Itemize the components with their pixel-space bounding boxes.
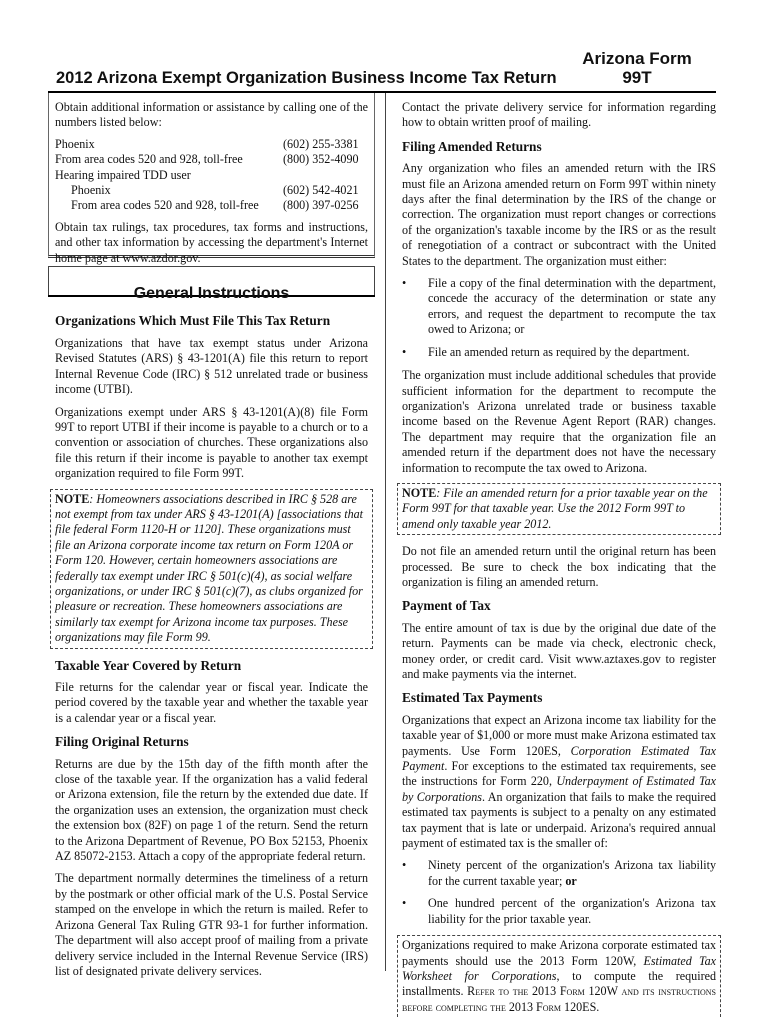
paragraph: Do not file an amended return until the original return has been processed. Be sure to check the box indicating that the organization is filing an amended return. <box>402 544 716 589</box>
list-item: • File an amended return as required by the department. <box>402 345 716 360</box>
section-heading: Filing Amended Returns <box>402 138 542 154</box>
info-intro: Obtain additional information or assistance by calling one of the numbers listed below: <box>55 100 368 130</box>
section-heading: Organizations Which Must File This Tax Return <box>55 313 331 329</box>
phone-number <box>283 168 368 183</box>
text-run-smallcaps: Refer to the 2013 Form 120W and its instructions before completing the 2013 Form 120ES. <box>402 984 716 1014</box>
paragraph: Organizations that have tax exempt status under Arizona Revised Statutes (ARS) § 43-1201(A) file this return to report Internal Revenue Code (IRC) § 512 unrelated trade or business income (UTBI). <box>55 335 368 397</box>
form-title-italic: Underpayment of Estimated Tax by Corporations <box>402 774 716 804</box>
paragraph: Any organization who files an amended return with the IRS must file an Arizona amended return on Form 99T within ninety days after the final determination by the IRS of the change or correction. The organization must report changes or corrections of the organization's taxable income by the IRS or as the result of renegotiation of a contract or subcontract with the United States to the department. The organization must either: <box>402 161 716 268</box>
phone-list <box>55 137 368 214</box>
note-label: NOTE <box>55 491 90 506</box>
section-heading: Payment of Tax <box>402 598 491 614</box>
paragraph: The entire amount of tax is due by the original due date of the return. Payments can be made via check, electronic check, money order, or credit card. Visit www.aztaxes.gov to register and make payments via the internet. <box>402 620 716 681</box>
form-title-italic: Estimated Tax Worksheet for Corporations <box>402 953 716 983</box>
phone-row <box>55 183 368 198</box>
phone-label: Phoenix <box>71 183 111 198</box>
form-state-label: Arizona Form <box>582 49 692 68</box>
phone-number: (602) 542-4021 <box>283 183 359 198</box>
form-title-italic: Corporation Estimated Tax Payment <box>402 743 716 774</box>
text-run: , to compute the required installments. <box>402 968 717 999</box>
note-box <box>50 489 373 649</box>
note-text: : File an amended return for a prior taxable year on the Form 99T for that taxable year. Use the 2012 Form 99T to amend only taxable year 2012. <box>402 485 708 531</box>
phone-label: Hearing impaired TDD user <box>55 167 191 182</box>
phone-label: From area codes 520 and 928, toll-free <box>55 152 243 167</box>
paragraph: Contact the private delivery service for information regarding how to obtain written proof of mailing. <box>402 100 716 130</box>
phone-row <box>55 137 368 152</box>
phone-number: (800) 352-4090 <box>283 152 359 167</box>
note-box <box>397 483 721 535</box>
text-run-bold: or <box>565 873 577 888</box>
paragraph <box>402 713 716 852</box>
phone-label: From area codes 520 and 928, toll-free <box>71 198 259 213</box>
section-heading: Estimated Tax Payments <box>402 690 543 706</box>
gi-box-left <box>48 266 49 296</box>
text-run: Ninety percent of the organization's Arizona tax liability for the current taxable year; <box>428 858 716 888</box>
paragraph <box>402 938 716 1015</box>
paragraph: The organization must include additional schedules that provide sufficient information for the department to recompute the organization's Arizona unrelated trade or business taxable income based on the Revenue Agent Report (RAR) changes. The department may require that the organization file an amended return if the department does not have the necessary information to recompute the tax owed to Arizona. <box>402 368 716 475</box>
phone-number: (602) 255-3381 <box>283 136 359 151</box>
bullet-list <box>402 858 716 927</box>
section-heading: Filing Original Returns <box>55 734 189 750</box>
info-outro: Obtain tax rulings, tax procedures, tax forms and instructions, and other tax information by accessing the department's Internet home page at www.azdor.gov. <box>55 219 368 265</box>
column-divider <box>385 93 386 971</box>
list-item <box>402 858 716 889</box>
text-run: . For exceptions to the estimated tax requirements, see the instructions for Form 220, <box>402 759 716 789</box>
right-column <box>402 100 716 1026</box>
paragraph: Organizations exempt under ARS § 43-1201(A)(8) file Form 99T to report UTBI if their income is payable to a church or to a convention or association of churches. These organizations also file this return if their income is payable to another tax exempt organization required to file Form 99T. <box>55 404 368 481</box>
paragraph: Returns are due by the 15th day of the fifth month after the close of the taxable year. If the organization has a valid federal or Arizona extension, file the return by the extended due date. If the organization uses an extension, the organization must check the extension box (82F) on page 1 of the return. Send the return to the Arizona Department of Revenue, PO Box 52153, Phoenix AZ 85072-2153. Attach a copy of the appropriate federal return. <box>55 756 368 864</box>
form-id-label: 99T <box>622 68 652 87</box>
note-label: NOTE <box>402 485 437 500</box>
paragraph: File returns for the calendar year or fiscal year. Indicate the period covered by the taxable year and whether the taxable year is a calendar year or a fiscal year. <box>55 680 368 725</box>
estimated-note-box <box>397 935 721 1017</box>
text-run: Organizations that expect an Arizona income tax liability for the taxable year of $1,000 or more must make Arizona estimated tax payments. Use Form 120ES, <box>402 712 716 758</box>
left-column <box>55 100 368 986</box>
text-run: . An organization that fails to make the required estimated tax payments is subject to a penalty on any estimated tax payment that is late or underpaid. Arizona's required annual payment of estimated tax is the smaller of: <box>402 789 716 851</box>
note-text: : Homeowners associations described in IRC § 528 are not exempt from tax under ARS § 43-1201(A) [associations that file federal Form 1120-H or 1120]. These organizations must file an Arizona corporate income tax return on Form 120A or Form 120. However, certain homeowners associations are federally tax exempt under IRC § 501(c)(4), as social welfare organizations, or under IRC § 501(c)(7), as clubs organized for pleasure or recreation. These homeowners associations are similarly tax exempt for Arizona income tax purposes. These organizations may file Form 99. <box>55 491 364 645</box>
page-title: 2012 Arizona Exempt Organization Business Income Tax Return <box>56 69 557 87</box>
form-number <box>562 49 712 87</box>
bullet-list <box>402 276 716 360</box>
paragraph: The department normally determines the timeliness of a return by the postmark or other official mark of the U.S. Postal Service stamped on the envelope in which the return is mailed. Refer to Arizona General Tax Ruling GTR 93-1 for further information. The department will also accept proof of mailing from a private delivery service included in the Internal Revenue Service (IRS) list of designated private delivery services. <box>55 871 368 978</box>
phone-row <box>55 168 368 183</box>
phone-number: (800) 397-0256 <box>283 198 359 213</box>
text-run: Organizations required to make Arizona corporate estimated tax payments should use the 2013 Form 120W, <box>402 938 716 968</box>
gi-box-right <box>374 266 375 296</box>
list-item: • One hundred percent of the organization's Arizona tax liability for the prior taxable year. <box>402 896 716 927</box>
phone-label: Phoenix <box>55 136 95 151</box>
section-heading: Taxable Year Covered by Return <box>55 657 242 673</box>
phone-row <box>55 152 368 167</box>
section-title: General Instructions <box>133 285 290 303</box>
phone-row <box>55 198 368 213</box>
list-item: • File a copy of the final determination with the department, concede the accuracy of the determination or state any errors, and request the department to recompute the tax owed to Arizona; or <box>402 276 716 338</box>
